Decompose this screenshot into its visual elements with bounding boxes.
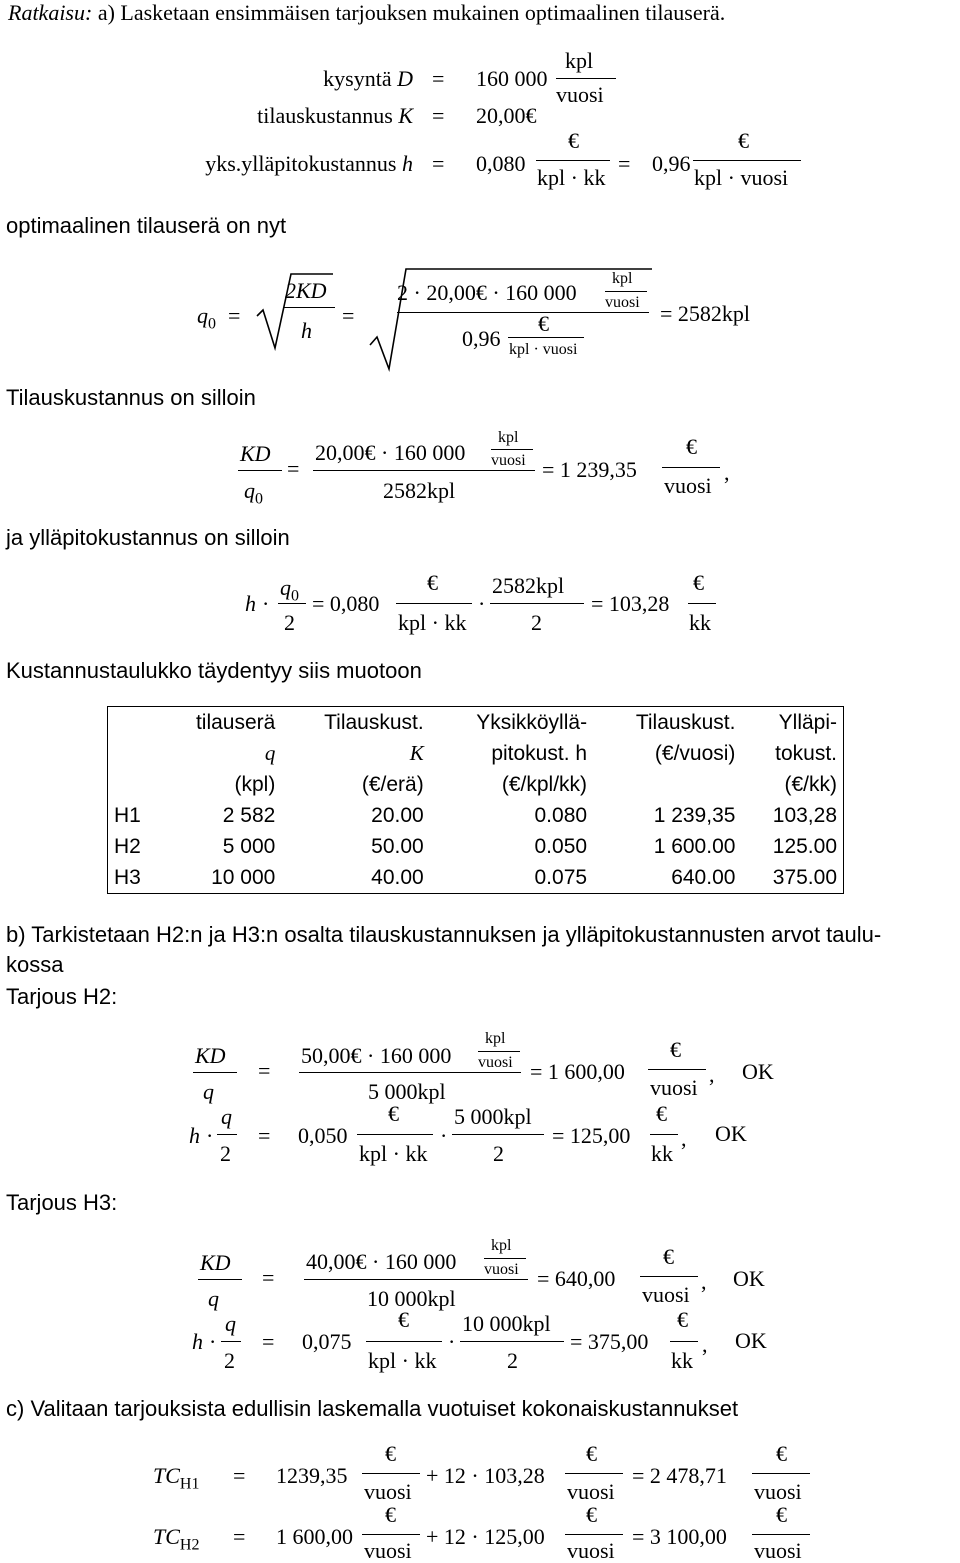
unit-euro: €: [586, 1502, 597, 1527]
unit-kk: kk: [689, 610, 711, 635]
table-header-cell: (kpl): [234, 773, 276, 796]
h2-order-denominator: 5 000kpl: [368, 1079, 446, 1104]
ok-label: OK: [735, 1328, 767, 1353]
h3-order-denominator: 10 000kpl: [367, 1286, 456, 1311]
two: 2: [220, 1141, 231, 1166]
fraction-bar: [688, 603, 716, 604]
fraction-bar: [752, 1473, 810, 1474]
fraction-bar: [396, 603, 472, 604]
table-cell: H2: [114, 835, 141, 858]
fraction-bar: [693, 160, 801, 161]
sentence-b-line2: kossa: [6, 952, 64, 977]
unit-euro: €: [538, 311, 549, 336]
eq-sign: =: [262, 1329, 275, 1354]
unit-kpl-vuosi: kpl · vuosi: [694, 165, 789, 190]
fraction-bar: [508, 337, 584, 338]
q0-numerator: 2 · 20,00€ · 160 000: [397, 280, 577, 305]
comma: ,: [702, 1332, 708, 1357]
table-row: [108, 831, 844, 862]
ordercost-value: 20,00€: [476, 103, 537, 128]
intro-label: Ratkaisu:: [8, 0, 93, 25]
fraction-bar: [217, 1134, 237, 1135]
table-header-cell: [593, 769, 741, 800]
fraction-bar: [357, 1134, 433, 1135]
table-cell: 103,28: [772, 804, 837, 827]
two: 2: [493, 1141, 504, 1166]
q0-symbol: $q_0$: [197, 303, 216, 333]
two: 2: [224, 1348, 235, 1373]
table-cell: 0.080: [534, 804, 588, 827]
sentence-table-intro: Kustannustaulukko täydentyy siis muotoon: [6, 658, 422, 683]
fraction-bar: [484, 1258, 526, 1259]
fraction-bar: [452, 1134, 544, 1135]
table-header-cell: tilauserä: [195, 711, 276, 734]
offer-h3-heading: Tarjous H3:: [6, 1190, 118, 1215]
fraction-bar: [670, 1341, 698, 1342]
table-header-cell: [108, 707, 160, 739]
unit-euro: €: [586, 1441, 597, 1466]
unit-euro: €: [656, 1101, 667, 1126]
h2-hold-value: 0,050: [298, 1123, 348, 1148]
unit-vuosi: vuosi: [567, 1538, 615, 1563]
unit-kpl: kpl: [565, 48, 594, 73]
h2-order-numerator: 50,00€ · 160 000: [301, 1043, 452, 1068]
unit-euro: €: [663, 1244, 674, 1269]
comma: ,: [724, 460, 730, 485]
tc1-hold: + 12 · 103,28: [426, 1463, 545, 1488]
unit-kpl-kk: kpl · kk: [368, 1348, 437, 1373]
fraction-bar: [565, 1534, 623, 1535]
eq-value: = 0,080: [312, 591, 380, 616]
fraction-bar: [362, 1534, 420, 1535]
intro-line: [8, 2, 725, 24]
table-header-cell: q: [264, 741, 276, 765]
two: 2: [507, 1348, 518, 1373]
eq-sign: =: [618, 151, 631, 176]
formula-2kd: 2KD: [285, 278, 327, 303]
given-demand-label: kysyntä D: [323, 66, 413, 91]
dot: ·: [209, 1329, 217, 1354]
sentence-hold-cost: ja ylläpitokustannus on silloin: [6, 525, 290, 550]
unit-vuosi: vuosi: [642, 1282, 690, 1307]
dot: ·: [448, 1329, 456, 1354]
fraction-bar: [491, 449, 533, 450]
table-row: [108, 800, 844, 831]
unit-vuosi: vuosi: [484, 1261, 519, 1278]
unit-vuosi: vuosi: [478, 1054, 513, 1071]
formula-h: h: [301, 318, 312, 343]
table-cell: 2 582: [222, 804, 276, 827]
unit-kpl: kpl: [485, 1030, 506, 1047]
fraction-bar: [490, 603, 584, 604]
table-header-cell: [108, 738, 160, 769]
fraction-bar: [650, 1134, 678, 1135]
h3-hold-result: = 375,00: [570, 1329, 649, 1354]
formula-kd: KD: [195, 1043, 226, 1068]
q0-symbol: $q_0$: [280, 575, 299, 605]
fraction-bar: [238, 470, 282, 471]
eq-sign: =: [258, 1123, 271, 1148]
eq-sign: =: [258, 1058, 271, 1083]
unit-euro: €: [398, 1307, 409, 1332]
table-header-cell: tokust.: [775, 742, 837, 765]
fraction-bar: [662, 467, 720, 468]
comma: ,: [681, 1126, 687, 1151]
unit-euro: €: [738, 128, 749, 153]
fraction-bar: [648, 1069, 706, 1070]
table-cell: 1 239,35: [653, 804, 736, 827]
sentence-b-line1: b) Tarkistetaan H2:n ja H3:n osalta tilauskustannuksen ja ylläpitokustannusten arvot taulu-: [6, 922, 882, 947]
unit-vuosi: vuosi: [364, 1538, 412, 1563]
fraction-bar: [536, 160, 610, 161]
unit-euro: €: [385, 1441, 396, 1466]
unit-vuosi: vuosi: [556, 82, 604, 107]
fraction-bar: [640, 1276, 698, 1277]
ok-label: OK: [715, 1121, 747, 1146]
unit-kpl: kpl: [491, 1237, 512, 1254]
table-cell: H3: [114, 866, 141, 889]
hold-result: = 103,28: [591, 591, 670, 616]
unit-euro: €: [385, 1502, 396, 1527]
unit-vuosi: vuosi: [664, 473, 712, 498]
q0-denominator: 0,96: [462, 326, 501, 351]
fraction-bar: [193, 1072, 237, 1073]
order-denominator: 2582kpl: [383, 478, 456, 503]
eq-sign: =: [432, 66, 445, 91]
table-header-row: [108, 738, 844, 769]
unit-kpl: kpl: [498, 429, 519, 446]
formula-h: h: [192, 1329, 203, 1354]
tc2-result: = 3 100,00: [632, 1524, 727, 1549]
eq-sign: =: [432, 151, 445, 176]
table-header-cell: [108, 769, 160, 800]
eq-sign: =: [233, 1524, 246, 1549]
holdcost-value: 0,080: [476, 151, 526, 176]
fraction-bar: [198, 1279, 242, 1280]
table-cell: 20.00: [371, 804, 424, 827]
tc-h2-symbol: $TC_{H2}$: [153, 1524, 200, 1554]
unit-euro: €: [686, 434, 697, 459]
table-header-cell: Tilauskust.: [324, 711, 424, 734]
h2-order-result: = 1 600,00: [530, 1059, 625, 1084]
table-header-cell: Yksikköyllä-: [476, 711, 588, 734]
q0-result: = 2582kpl: [660, 301, 751, 326]
unit-euro: €: [693, 570, 704, 595]
two: 2: [531, 610, 542, 635]
table-cell: H1: [114, 804, 141, 827]
h3-order-result: = 640,00: [537, 1266, 616, 1291]
table-cell: 125.00: [772, 835, 837, 858]
unit-kpl: kpl: [612, 270, 633, 287]
table-header-cell: Ylläpi-: [778, 711, 837, 734]
table-header-cell: (€/kk): [784, 773, 837, 796]
table-header-row: [108, 707, 844, 739]
fraction-bar: [752, 1534, 810, 1535]
eq-sign: =: [233, 1463, 246, 1488]
unit-euro: €: [776, 1441, 787, 1466]
two: 2: [284, 610, 295, 635]
unit-vuosi: vuosi: [567, 1479, 615, 1504]
fraction-bar: [366, 1341, 442, 1342]
ok-label: OK: [733, 1266, 765, 1291]
given-holdcost-label: yks.ylläpitokustannus h: [205, 151, 413, 176]
sentence-c: c) Valitaan tarjouksista edullisin laskemalla vuotuiset kokonaiskustannukset: [6, 1396, 739, 1421]
unit-euro: €: [388, 1101, 399, 1126]
order-numerator: 20,00€ · 160 000: [315, 440, 466, 465]
table-header-row: [108, 769, 844, 800]
unit-kpl-kk: kpl · kk: [537, 165, 606, 190]
fraction-bar: [313, 470, 535, 471]
tc1-result: = 2 478,71: [632, 1463, 727, 1488]
h3-order-numerator: 40,00€ · 160 000: [306, 1249, 457, 1274]
unit-euro: €: [568, 128, 579, 153]
formula-kd: KD: [240, 441, 271, 466]
unit-kk: kk: [671, 1348, 693, 1373]
table-cell: 40.00: [371, 866, 424, 889]
eq-sign: =: [432, 103, 445, 128]
table-header-cell: K: [409, 741, 424, 765]
dot: ·: [262, 591, 270, 616]
comma: ,: [701, 1269, 707, 1294]
sentence-order-cost: Tilauskustannus on silloin: [6, 385, 256, 410]
unit-euro: €: [427, 570, 438, 595]
table-cell: 1 600.00: [653, 835, 736, 858]
unit-vuosi: vuosi: [491, 452, 526, 469]
fraction-bar: [556, 78, 616, 79]
h2-hold-result: = 125,00: [552, 1123, 631, 1148]
unit-euro: €: [677, 1307, 688, 1332]
formula-q: q: [221, 1104, 232, 1129]
fraction-bar: [605, 291, 647, 292]
holdcost-value-year: 0,96: [652, 151, 691, 176]
fraction-bar: [397, 312, 649, 313]
intro-text: a) Lasketaan ensimmäisen tarjouksen mukainen optimaalinen tilauserä.: [97, 0, 726, 25]
eq-sign: =: [228, 303, 241, 328]
table-cell: 640.00: [671, 866, 736, 889]
unit-vuosi: vuosi: [364, 1479, 412, 1504]
unit-kk: kk: [651, 1141, 673, 1166]
formula-q: q: [203, 1079, 214, 1104]
fraction-bar: [299, 1072, 521, 1073]
unit-vuosi: vuosi: [650, 1075, 698, 1100]
formula-q: q: [208, 1286, 219, 1311]
unit-kpl-vuosi: kpl · vuosi: [509, 341, 578, 358]
table-cell: 0.075: [534, 866, 588, 889]
hold-q0: 2582kpl: [492, 573, 565, 598]
h3-hold-q: 10 000kpl: [462, 1311, 551, 1336]
dot: ·: [206, 1123, 214, 1148]
unit-vuosi: vuosi: [754, 1479, 802, 1504]
table-cell: 50.00: [371, 835, 424, 858]
fraction-bar: [460, 1341, 564, 1342]
unit-euro: €: [670, 1037, 681, 1062]
tc-h1-symbol: $TC_{H1}$: [153, 1463, 200, 1493]
unit-kpl-kk: kpl · kk: [359, 1141, 428, 1166]
table-row: [108, 862, 844, 894]
h2-hold-q: 5 000kpl: [454, 1104, 532, 1129]
table-cell: 375.00: [772, 866, 837, 889]
fraction-bar: [478, 1051, 520, 1052]
table-header-cell: (€/kpl/kk): [501, 773, 588, 796]
eq-sign: =: [342, 303, 355, 328]
demand-value: 160 000: [476, 66, 548, 91]
table-cell: 0.050: [534, 835, 588, 858]
formula-h: h: [189, 1123, 200, 1148]
given-ordercost-label: tilauskustannus K: [257, 103, 413, 128]
table-header-cell: (€/vuosi): [654, 742, 736, 765]
order-result: = 1 239,35: [542, 457, 637, 482]
dot: ·: [440, 1123, 448, 1148]
offer-h2-heading: Tarjous H2:: [6, 984, 118, 1009]
unit-euro: €: [776, 1502, 787, 1527]
fraction-bar: [283, 307, 335, 308]
table-cell: 10 000: [211, 866, 276, 889]
fraction-bar: [278, 603, 306, 604]
tc1-order: 1239,35: [276, 1463, 348, 1488]
formula-kd: KD: [200, 1250, 231, 1275]
formula-h: h: [245, 591, 256, 616]
eq-sign: =: [287, 456, 300, 481]
fraction-bar: [565, 1473, 623, 1474]
formula-q: q: [225, 1311, 236, 1336]
h3-hold-value: 0,075: [302, 1329, 352, 1354]
fraction-bar: [304, 1279, 528, 1280]
tc2-hold: + 12 · 125,00: [426, 1524, 545, 1549]
dot: ·: [478, 591, 486, 616]
cost-table: [107, 706, 844, 894]
table-cell: 5 000: [222, 835, 276, 858]
sentence-optimal: optimaalinen tilauserä on nyt: [6, 213, 287, 238]
ok-label: OK: [742, 1059, 774, 1084]
fraction-bar: [221, 1341, 241, 1342]
q0-symbol: $q_0$: [244, 478, 263, 508]
fraction-bar: [362, 1473, 420, 1474]
eq-sign: =: [262, 1265, 275, 1290]
unit-kpl-kk: kpl · kk: [398, 610, 467, 635]
table-header-cell: Tilauskust.: [635, 711, 736, 734]
tc2-order: 1 600,00: [276, 1524, 353, 1549]
table-header-cell: pitokust. h: [491, 742, 588, 765]
unit-vuosi: vuosi: [754, 1538, 802, 1563]
table-header-cell: (€/erä): [361, 773, 424, 796]
comma: ,: [709, 1062, 715, 1087]
unit-vuosi: vuosi: [605, 294, 640, 311]
